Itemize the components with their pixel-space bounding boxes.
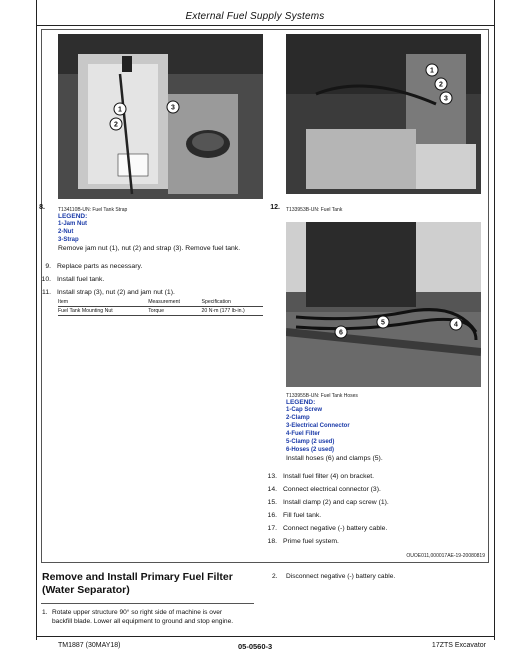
footer-page-number: 05-0560-3 — [238, 642, 273, 651]
step-8-legend-title: LEGEND: — [58, 213, 88, 220]
section-step-1-text-cont: backfill blade. Lower all equipment to ground and stop engine. — [52, 617, 234, 625]
step-12-legend-item: 1-Cap Screw — [286, 407, 323, 413]
spec-header-item: Item — [58, 299, 148, 307]
section-step-2-number: 2. — [272, 573, 278, 580]
footer-rule — [36, 636, 495, 637]
step-15: 15. Install clamp (2) and cap screw (1). — [267, 499, 389, 506]
fig1-callout-1: 1 — [118, 106, 122, 114]
step-8-legend-item: 2-Nut — [58, 229, 74, 235]
step-9: 9. Replace parts as necessary. — [45, 263, 143, 270]
step-14: 14. Connect electrical connector (3). — [267, 486, 381, 493]
step-12-legend-item: 5-Clamp (2 used) — [286, 439, 335, 445]
fig2-caption: T133953B-UN: Fuel Tank — [286, 207, 343, 213]
page-header-title: External Fuel Supply Systems — [185, 11, 325, 22]
section-step-1-number: 1. — [42, 609, 48, 616]
content-box-top — [41, 29, 489, 30]
fig1-callout-2: 2 — [114, 121, 118, 129]
footer-model: 17ZTS Excavator — [431, 642, 486, 649]
spec-header-specification: Specification — [201, 299, 263, 307]
fig3-callout-6: 6 — [339, 329, 343, 337]
section-title-line-2: (Water Separator) — [42, 584, 130, 596]
page-border-left — [36, 0, 37, 640]
page-border-right — [494, 0, 495, 640]
step-8-number: 8. — [39, 204, 45, 211]
fig3-caption: T133955B-UN: Fuel Tank Hoses — [286, 393, 358, 399]
header-rule — [36, 25, 495, 26]
step-11: 11. Install strap (3), nut (2) and jam nut (1). — [42, 289, 175, 296]
reference-code: OUOE011,000017AE-19-20080819 — [406, 553, 485, 559]
step-8-legend-item: 1-Jam Nut — [58, 221, 88, 227]
fuel-tank-hoses-photo — [286, 222, 481, 387]
step-12-instruction: Install hoses (6) and clamps (5). — [286, 455, 383, 462]
fig2-callout-3: 3 — [444, 95, 448, 103]
step-8-instruction: Remove jam nut (1), nut (2) and strap (3). Remove fuel tank. — [58, 245, 241, 252]
step-12-legend-title: LEGEND: — [286, 399, 316, 406]
fuel-tank-photo — [286, 34, 481, 194]
content-box-left — [41, 29, 42, 563]
section-title-line-1: Remove and Install Primary Fuel Filter — [42, 571, 233, 583]
step-10: 10. Install fuel tank. — [41, 276, 105, 283]
fig2-callout-1: 1 — [430, 67, 434, 75]
step-12-legend-item: 4-Fuel Filter — [286, 431, 321, 437]
spec-cell: Fuel Tank Mounting Nut — [58, 307, 148, 316]
section-divider — [41, 603, 254, 604]
fig3-callout-5: 5 — [381, 319, 385, 327]
spec-cell: Torque — [148, 307, 201, 316]
step-8-legend-item: 3-Strap — [58, 237, 79, 243]
section-step-2 — [272, 573, 395, 582]
step-12-number: 12. — [270, 204, 280, 211]
spec-header-measurement: Measurement — [148, 299, 201, 307]
section-step-1-text: Rotate upper structure 90° so right side of machine is over — [52, 609, 223, 616]
fig3-callout-4: 4 — [454, 321, 458, 329]
step-17: 17. Connect negative (-) battery cable. — [267, 525, 388, 532]
section-step-2-text: Disconnect negative (-) battery cable. — [286, 573, 396, 580]
content-box-bottom — [41, 562, 489, 563]
step-16: 16. Fill fuel tank. — [267, 512, 322, 519]
fig1-caption: T134110B-UN: Fuel Tank Strap — [58, 207, 128, 213]
step-12-legend-item: 6-Hoses (2 used) — [286, 447, 335, 453]
fig1-callout-3: 3 — [171, 104, 175, 112]
fig2-callout-2: 2 — [439, 81, 443, 89]
content-box-right — [488, 29, 489, 563]
torque-spec-table — [58, 299, 263, 316]
section-title — [42, 571, 233, 597]
fuel-tank-strap-photo — [58, 34, 263, 199]
step-18: 18. Prime fuel system. — [267, 538, 339, 545]
table-row — [58, 307, 263, 316]
step-13: 13. Install fuel filter (4) on bracket. — [267, 473, 375, 480]
footer-manual-id: TM1887 (30MAY18) — [58, 642, 121, 649]
section-step-1 — [42, 609, 233, 626]
spec-cell: 20 N·m (177 lb-in.) — [201, 307, 263, 316]
step-12-legend-item: 3-Electrical Connector — [286, 423, 350, 429]
step-12-legend-item: 2-Clamp — [286, 415, 310, 421]
